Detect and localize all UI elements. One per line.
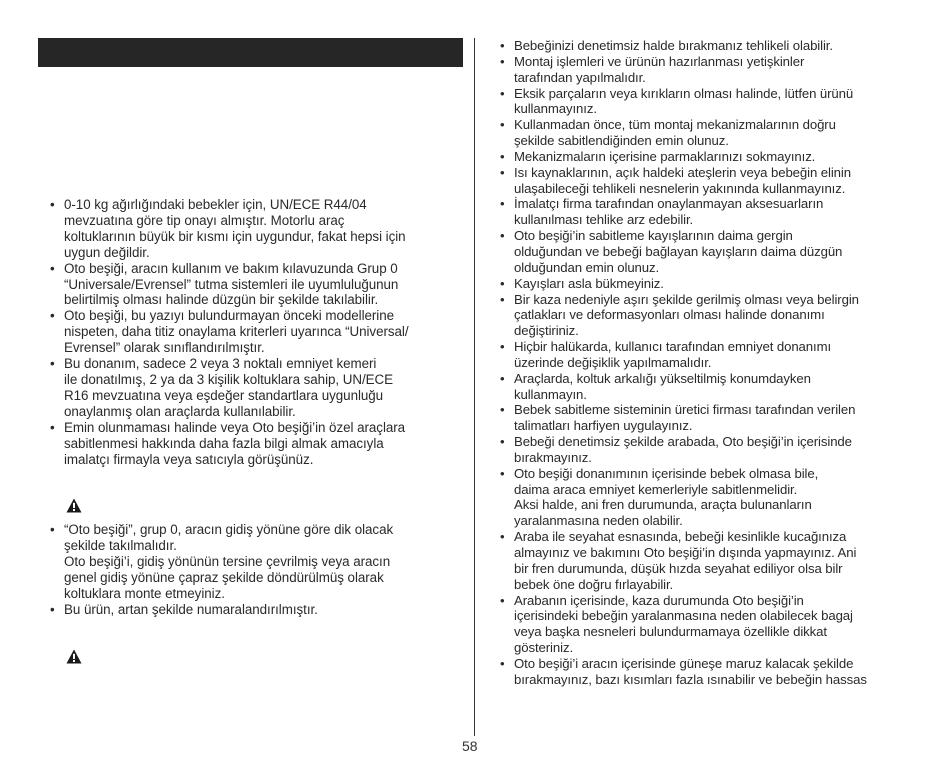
right-bullet-list bbox=[500, 38, 920, 688]
list-item-line: bir fren durumunda, düşük hızda seyahat ediliyor olsa bilr bbox=[514, 560, 843, 576]
list-item-line: imalatçı firmayla veya satıcıyla görüşünüz. bbox=[64, 451, 314, 467]
list-item-line: bırakmayınız. bbox=[514, 449, 592, 465]
list-item-line: • Oto beşiği donanımının içerisinde bebek olmasa bile, bbox=[514, 465, 819, 481]
list-item-line: belirtilmiş olması halinde düzgün bir şekilde takılabilir. bbox=[64, 292, 379, 308]
list-item-line: mevzuatına göre tip onayı almıştır. Motorlu araç bbox=[64, 212, 345, 228]
list-item-line: Aksi halde, ani fren durumunda, araçta bulunanların bbox=[514, 497, 812, 513]
warning-triangle-icon bbox=[66, 649, 82, 664]
list-item-line: • Mekanizmaların içerisine parmaklarınızı sokmayınız. bbox=[514, 148, 816, 164]
list-item-line: içerisindeki bebeğin yaralanmasına neden olabilecek bagaj bbox=[514, 608, 853, 624]
list-item bbox=[50, 261, 470, 309]
list-item-line: çatlakları ve deformasyonları olması halinde donanımı bbox=[514, 307, 825, 323]
list-item-line: almayınız ve bakımını Oto beşiği’in dışında yapmayınız. Ani bbox=[514, 545, 857, 560]
list-item-line: kullanmayın. bbox=[514, 386, 587, 402]
list-item-line: • Bir kaza nedeniyle aşırı şekilde gerilmiş olması veya belirgin bbox=[514, 291, 859, 307]
list-item-line: • “Oto beşiği”, grup 0, aracın gidiş yönüne göre dik olacak bbox=[64, 522, 394, 537]
list-item-line: • İmalatçı firma tarafından onaylanmayan aksesuarların bbox=[514, 196, 824, 212]
list-item-line: olduğundan ve bebeği bağlayan kayışların daima düzgün bbox=[514, 243, 843, 259]
list-item bbox=[500, 466, 920, 529]
list-item-line: veya başka nesneleri bulundurmamaya özellikle dikkat bbox=[514, 624, 827, 640]
page-number: 58 bbox=[462, 738, 478, 754]
list-item-line: • Oto beşiği’i aracın içerisinde güneşe maruz kalacak şekilde bbox=[514, 655, 854, 671]
list-item-line: üzerinde değişiklik yapılmamalıdır. bbox=[514, 354, 712, 370]
list-item-line: talimatları harfiyen uygulayınız. bbox=[514, 418, 693, 434]
list-item-line: daima araca emniyet kemerleriyle sabitlenmelidir. bbox=[514, 481, 798, 497]
section-header-bar bbox=[38, 38, 463, 67]
list-item-line: • Bu ürün, artan şekilde numaralandırılmıştır. bbox=[64, 601, 318, 617]
list-item-line: sabitlenmesi hakkında daha fazla bilgi almak amacıyla bbox=[64, 435, 384, 451]
list-item bbox=[50, 522, 470, 602]
list-item-line: • Isı kaynaklarının, açık haldeki ateşlerin veya bebeğin elinin bbox=[514, 164, 851, 180]
list-item-line: Evrensel” olarak sınıflandırılmıştır. bbox=[64, 340, 265, 356]
list-item bbox=[50, 602, 470, 618]
list-item-line: değiştiriniz. bbox=[514, 323, 579, 339]
list-item-line: • Oto beşiği, aracın kullanım ve bakım kılavuzunda Grup 0 bbox=[64, 260, 398, 276]
list-item bbox=[500, 54, 920, 86]
list-item-line: yaralanmasına neden olabilir. bbox=[514, 513, 683, 529]
list-item-line: tarafından yapılmalıdır. bbox=[514, 69, 646, 85]
list-item bbox=[500, 371, 920, 403]
list-item-line: koltuklara monte etmeyiniz. bbox=[64, 585, 225, 601]
list-item-line: ulaşabileceği tehlikeli nesnelerin yakınında kullanmayınız. bbox=[514, 180, 846, 196]
list-item-line: • Bebeği denetimsiz şekilde arabada, Oto beşiği’in içerisinde bbox=[514, 434, 852, 450]
list-item-line: Oto beşiği’i, gidiş yönünün tersine çevrilmiş veya aracın bbox=[64, 553, 391, 569]
list-item bbox=[50, 420, 470, 468]
list-item bbox=[500, 292, 920, 340]
list-item bbox=[50, 308, 470, 356]
list-item bbox=[500, 339, 920, 371]
list-item-line: koltuklarının büyük bir kısmı için uygundur, fakat hepsi için bbox=[64, 228, 406, 244]
list-item-line: “Universale/Evrensel” tutma sistemleri ile uyumluluğunun bbox=[64, 276, 399, 292]
list-item-line: • Montaj işlemleri ve ürünün hazırlanması yetişkinler bbox=[514, 53, 805, 69]
list-item-line: R16 mevzuatına veya eşdeğer standartlara uygunluğu bbox=[64, 387, 384, 403]
list-item-line: • Bu donanım, sadece 2 veya 3 noktalı emniyet kemeri bbox=[64, 356, 377, 372]
list-item-line: şekilde sabitlendiğinden emin olunuz. bbox=[514, 133, 729, 149]
list-item-line: • Kullanmadan önce, tüm montaj mekanizmalarının doğru bbox=[514, 117, 836, 133]
list-item bbox=[500, 149, 920, 165]
list-item bbox=[500, 276, 920, 292]
list-item-line: • 0-10 kg ağırlığındaki bebekler için, UN/ECE R44/04 bbox=[64, 197, 367, 212]
list-item bbox=[500, 402, 920, 434]
list-item bbox=[50, 197, 470, 261]
list-item bbox=[500, 165, 920, 197]
left-bullet-list-1 bbox=[50, 197, 470, 467]
list-item bbox=[500, 196, 920, 228]
list-item-line: ile donatılmış, 2 ya da 3 kişilik koltuklara sahip, UN/ECE bbox=[64, 371, 394, 387]
list-item-line: gösteriniz. bbox=[514, 640, 574, 656]
list-item-line: genel gidiş yönüne çapraz şekilde döndürülmüş olarak bbox=[64, 569, 384, 585]
list-item bbox=[50, 356, 470, 420]
list-item-line: • Kayışları asla bükmeyiniz. bbox=[514, 275, 664, 291]
list-item bbox=[500, 656, 920, 688]
list-item-line: bırakmayınız, bazı kısımları fazla ısınabilir ve bebeğin hassas bbox=[514, 671, 867, 687]
list-item-line: bebek öne doğru fırlayabilir. bbox=[514, 576, 674, 592]
list-item-line: kullanmayınız. bbox=[514, 101, 597, 117]
list-item-line: kullanılması tehlike arz edebilir. bbox=[514, 212, 694, 228]
list-item-line: • Araçlarda, koltuk arkalığı yükseltilmiş konumdayken bbox=[514, 370, 811, 386]
list-item-line: • Hiçbir halükarda, kullanıcı tarafından emniyet donanımı bbox=[514, 339, 832, 355]
column-divider bbox=[474, 38, 475, 736]
list-item bbox=[500, 228, 920, 276]
list-item-line: • Eksik parçaların veya kırıkların olması halinde, lütfen ürünü bbox=[514, 85, 854, 101]
list-item-line: şekilde takılmalıdır. bbox=[64, 537, 177, 553]
list-item-line: • Emin olunmaması halinde veya Oto beşiği’in özel araçlara bbox=[64, 419, 406, 435]
list-item-line: olduğundan emin olunuz. bbox=[514, 259, 660, 275]
list-item-line: • Oto beşiği, bu yazıyı bulundurmayan önceki modellerine bbox=[64, 308, 395, 324]
list-item-line: onaylanmış olan araçlarda kullanılabilir. bbox=[64, 403, 296, 419]
list-item-line: nispeten, daha titiz onaylama kriterleri uyarınca “Universal/ bbox=[64, 324, 409, 340]
warning-triangle-icon bbox=[66, 498, 82, 513]
list-item bbox=[500, 86, 920, 118]
left-bullet-list-2 bbox=[50, 522, 470, 617]
list-item bbox=[500, 593, 920, 656]
list-item-line: uygun değildir. bbox=[64, 244, 150, 260]
list-item bbox=[500, 434, 920, 466]
list-item bbox=[500, 38, 920, 54]
list-item bbox=[500, 117, 920, 149]
list-item bbox=[500, 529, 920, 592]
list-item-line: • Oto beşiği’in sabitleme kayışlarının daima gergin bbox=[514, 228, 793, 244]
list-item-line: • Arabanın içerisinde, kaza durumunda Oto beşiği’in bbox=[514, 592, 804, 608]
list-item-line: • Bebeğinizi denetimsiz halde bırakmanız tehlikeli olabilir. bbox=[514, 38, 833, 53]
list-item-line: • Araba ile seyahat esnasında, bebeği kesinlikle kucağınıza bbox=[514, 529, 847, 545]
list-item-line: • Bebek sabitleme sisteminin üretici firması tarafından verilen bbox=[514, 402, 856, 418]
